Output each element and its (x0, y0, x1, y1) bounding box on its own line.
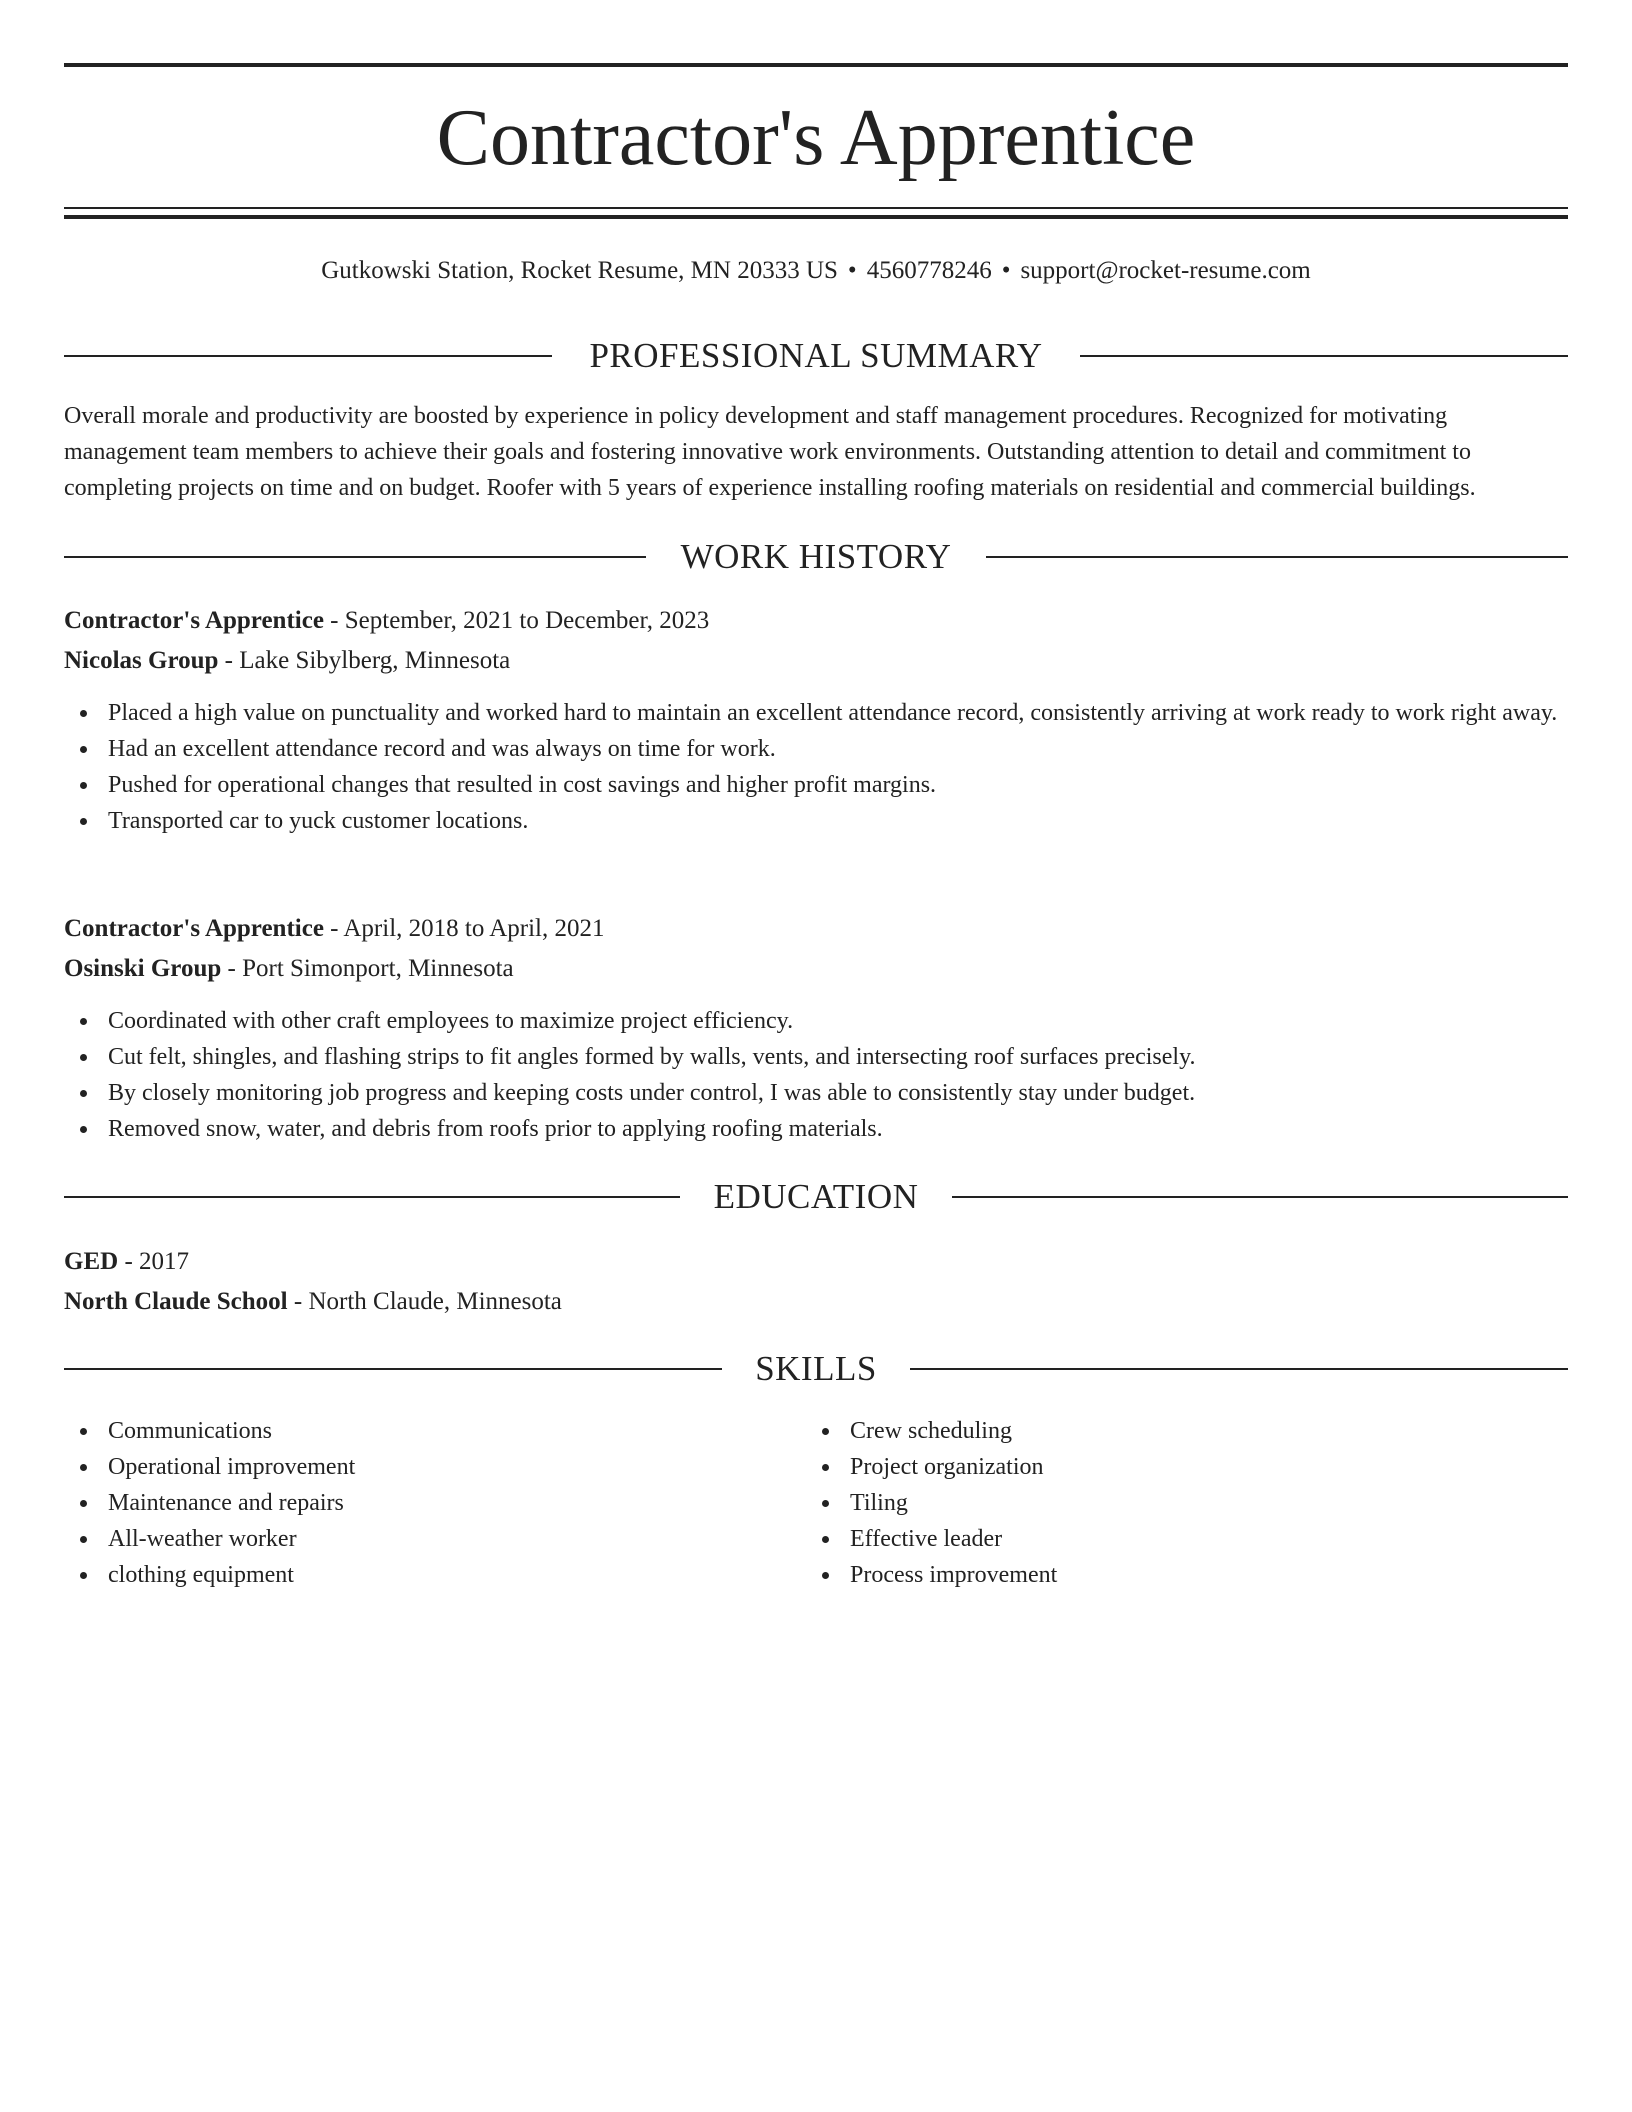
list-item: Transported car to yuck customer locations. (64, 803, 1568, 839)
list-item: Had an excellent attendance record and was always on time for work. (64, 731, 1568, 767)
skills-list-left (64, 1413, 804, 1593)
skills-heading-label: SKILLS (755, 1349, 877, 1388)
job-company-line (64, 641, 1568, 681)
heading-rule-right (910, 1368, 1568, 1370)
heading-rule-right (952, 1196, 1568, 1198)
summary-section-heading (64, 334, 1568, 378)
education-location: - North Claude, Minnesota (287, 1288, 562, 1315)
education-heading-label: EDUCATION (713, 1177, 919, 1216)
skill-item: clothing equipment (64, 1557, 804, 1593)
skill-item: Crew scheduling (806, 1413, 1566, 1449)
job-company: Nicolas Group (64, 647, 219, 674)
list-item: Placed a high value on punctuality and worked hard to maintain an excellent attendance record, consistently arriving at work ready to work right away. (64, 695, 1568, 731)
list-item: Removed snow, water, and debris from roofs prior to applying roofing materials. (64, 1111, 1568, 1147)
education-degree: GED (64, 1248, 119, 1275)
contact-separator: • (1001, 257, 1011, 284)
contact-separator: • (847, 257, 857, 284)
skill-item: Effective leader (806, 1521, 1566, 1557)
list-item: Coordinated with other craft employees to maximize project efficiency. (64, 1003, 1568, 1039)
education-year: - 2017 (118, 1248, 190, 1275)
header-double-rule-thin (64, 207, 1568, 209)
job-title: Contractor's Apprentice (64, 607, 324, 634)
skills-section-heading (64, 1347, 1568, 1391)
job-dates: - September, 2021 to December, 2023 (323, 607, 710, 634)
list-item: Cut felt, shingles, and flashing strips to fit angles formed by walls, vents, and intersecting roof surfaces precisely. (64, 1039, 1568, 1075)
heading-rule-right (986, 556, 1568, 558)
job-company-line (64, 949, 1568, 989)
skill-item: Tiling (806, 1485, 1566, 1521)
job-dates: - April, 2018 to April, 2021 (323, 915, 605, 942)
skill-item: Maintenance and repairs (64, 1485, 804, 1521)
contact-address: Gutkowski Station, Rocket Resume, MN 20333 US (321, 257, 838, 284)
job-bullets (64, 695, 1568, 839)
skill-item: All-weather worker (64, 1521, 804, 1557)
job-location: - Lake Sibylberg, Minnesota (218, 647, 511, 674)
job-company: Osinski Group (64, 955, 222, 982)
education-school: North Claude School (64, 1288, 288, 1315)
list-item: By closely monitoring job progress and keeping costs under control, I was able to consistently stay under budget. (64, 1075, 1568, 1111)
skill-item: Project organization (806, 1449, 1566, 1485)
contact-phone: 4560778246 (866, 257, 992, 284)
heading-rule-right (1080, 355, 1568, 357)
work-history-section-heading (64, 535, 1568, 579)
work-history-heading-label: WORK HISTORY (680, 537, 952, 576)
job-title: Contractor's Apprentice (64, 915, 324, 942)
education-section-heading (64, 1175, 1568, 1219)
job-title-line (64, 601, 1568, 641)
skills-list-right (806, 1413, 1566, 1593)
skill-item: Operational improvement (64, 1449, 804, 1485)
summary-text: Overall morale and productivity are boosted by experience in policy development and staff management procedures. Recognized for motivating management team members to achieve their goals and fostering innovative work environments. Outstanding attention to detail and commitment to completing projects on time and on budget. Roofer with 5 years of experience installing roofing materials on residential and commercial buildings. (64, 403, 1476, 501)
job-title-line (64, 909, 1568, 949)
skill-item: Process improvement (806, 1557, 1566, 1593)
education-degree-line (64, 1242, 1568, 1282)
header-double-rule-thick (64, 215, 1568, 219)
education-school-line (64, 1282, 1568, 1322)
header-top-rule (64, 63, 1568, 67)
summary-heading-label: PROFESSIONAL SUMMARY (589, 336, 1043, 375)
job-location: - Port Simonport, Minnesota (221, 955, 514, 982)
skill-item: Communications (64, 1413, 804, 1449)
contact-line (64, 253, 1568, 289)
candidate-name: Contractor's Apprentice (436, 94, 1196, 182)
contact-email: support@rocket-resume.com (1020, 257, 1311, 284)
list-item: Pushed for operational changes that resulted in cost savings and higher profit margins. (64, 767, 1568, 803)
job-bullets (64, 1003, 1568, 1147)
